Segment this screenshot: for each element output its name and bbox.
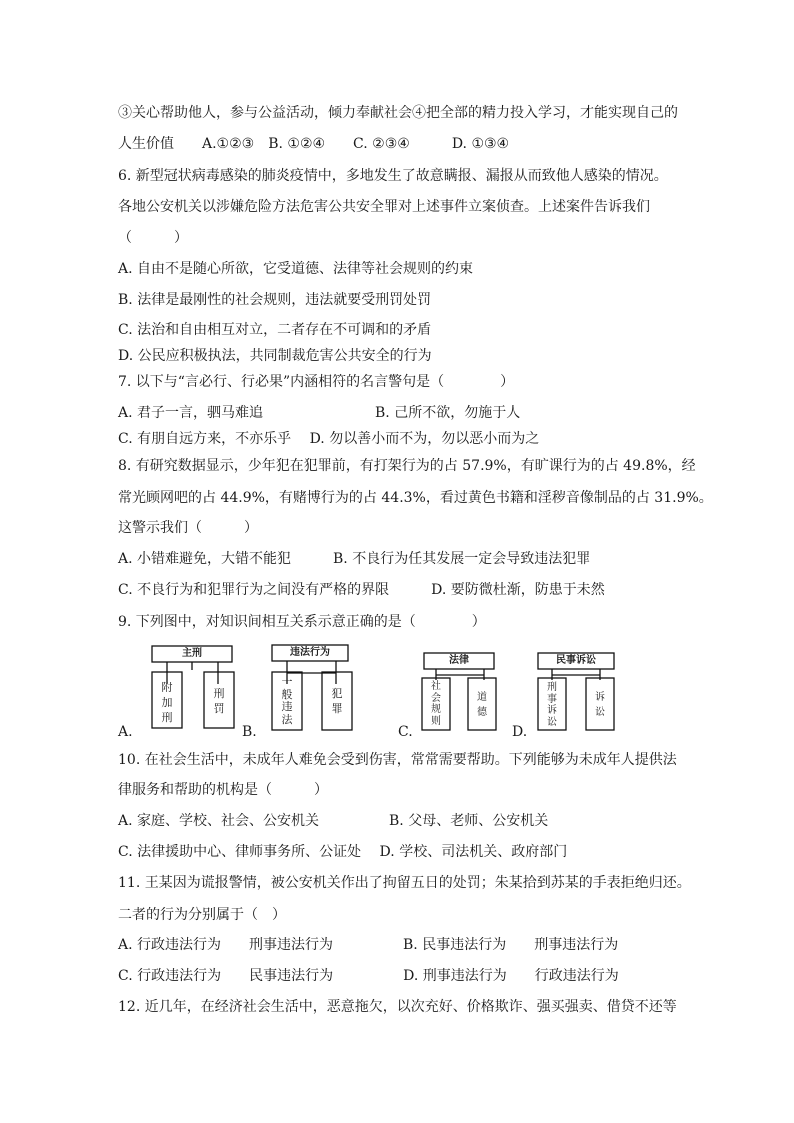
option-line: ③关心帮助他人，参与公益活动，倾力奉献社会④把全部的精力投入学习，才能实现自己的 (118, 105, 678, 121)
question-8-stem: 8. 有研究数据显示，少年犯在犯罪前，有打架行为的占 57.9%，有旷课行为的占 49.8%，经 (118, 458, 696, 474)
question-8-stem: 常光顾网吧的占 44.9%，有赌博行为的占 44.3%，看过黄色书籍和淫秽音像制品的占 31.9%。 (118, 490, 713, 506)
question-11-stem: 二者的行为分别属于（ ） (118, 907, 286, 923)
diagram-c-top: 法律 (449, 655, 469, 666)
diagram-d-left: 刑事诉讼 (547, 682, 557, 728)
question-8-options: C. 不良行为和犯罪行为之间没有严格的界限 D. 要防微杜渐，防患于未然 (118, 582, 605, 598)
diagram-c-right: 道德 (477, 692, 487, 718)
question-10-options: A. 家庭、学校、社会、公安机关 B. 父母、老师、公安机关 (118, 813, 549, 829)
question-10-stem: 律服务和帮助的机构是（ ） (118, 782, 328, 798)
question-12-stem: 12. 近几年，在经济社会生活中，恶意拖欠，以次充好、价格欺诈、强买强卖、借贷不还等 (118, 999, 677, 1015)
diagram-a-left: 附加刑 (161, 681, 173, 724)
question-10-stem: 10. 在社会生活中，未成年人难免会受到伤害，常常需要帮助。下列能够为未成年人提供法 (118, 752, 677, 768)
diagram-d-top: 民事诉讼 (556, 655, 596, 666)
question-10-options: C. 法律援助中心、律师事务所、公证处 D. 学校、司法机关、政府部门 (118, 844, 568, 860)
question-6-stem: 各地公安机关以涉嫌危险方法危害公共安全罪对上述事件立案侦查。上述案件告诉我们 (118, 199, 650, 215)
answer-blank: （ ） (118, 230, 188, 246)
diagram-d-right: 诉讼 (595, 692, 605, 718)
question-7-options: A. 君子一言，驷马难追 B. 己所不欲，勿施于人 (118, 405, 521, 421)
diagram-b-top: 违法行为 (290, 647, 330, 658)
question-11-options: A. 行政违法行为 刑事违法行为 B. 民事违法行为 刑事违法行为 (118, 937, 619, 953)
diagram-a-top: 主刑 (182, 648, 202, 659)
diagram-b-left: 一般违法 (281, 675, 293, 726)
option-b-letter: B. (242, 724, 257, 740)
option-d: D. 公民应积极执法，共同制裁危害公共安全的行为 (118, 348, 432, 364)
question-9-stem: 9. 下列图中，对知识间相互关系示意正确的是（ ） (118, 614, 486, 630)
question-11-options: C. 行政违法行为 民事违法行为 D. 刑事违法行为 行政违法行为 (118, 968, 619, 984)
question-7-options: C. 有朋自远方来，不亦乐乎 D. 勿以善小而不为，勿以恶小而为之 (118, 431, 540, 447)
option-a-letter: A. (118, 724, 133, 740)
option-line: 人生价值 A.①②③ B. ①②④ C. ②③④ D. ①③④ (118, 136, 510, 152)
option-a: A. 自由不是随心所欲，它受道德、法律等社会规则的约束 (118, 261, 474, 277)
question-8-options: A. 小错难避免，大错不能犯 B. 不良行为任其发展一定会导致违法犯罪 (118, 551, 591, 567)
diagram-a-right: 刑罚 (213, 687, 225, 715)
question-6-stem: 6. 新型冠状病毒感染的肺炎疫情中，多地发生了故意瞒报、漏报从而致他人感染的情况。 (118, 168, 668, 184)
diagram-b-right: 犯罪 (331, 687, 343, 715)
option-b: B. 法律是最刚性的社会规则，违法就要受刑罚处罚 (118, 292, 432, 308)
question-7-stem: 7. 以下与“言必行、行必果”内涵相符的名言警句是（ ） (118, 374, 515, 390)
diagram-c-left: 社会规则 (431, 681, 441, 727)
option-d-letter: D. (512, 724, 528, 740)
option-c: C. 法治和自由相互对立，二者存在不可调和的矛盾 (118, 322, 432, 338)
question-8-stem: 这警示我们（ ） (118, 520, 258, 536)
question-11-stem: 11. 王某因为谎报警情，被公安机关作出了拘留五日的处罚；朱某拾到苏某的手表拒绝归还。 (118, 875, 691, 891)
option-c-letter: C. (398, 724, 413, 740)
